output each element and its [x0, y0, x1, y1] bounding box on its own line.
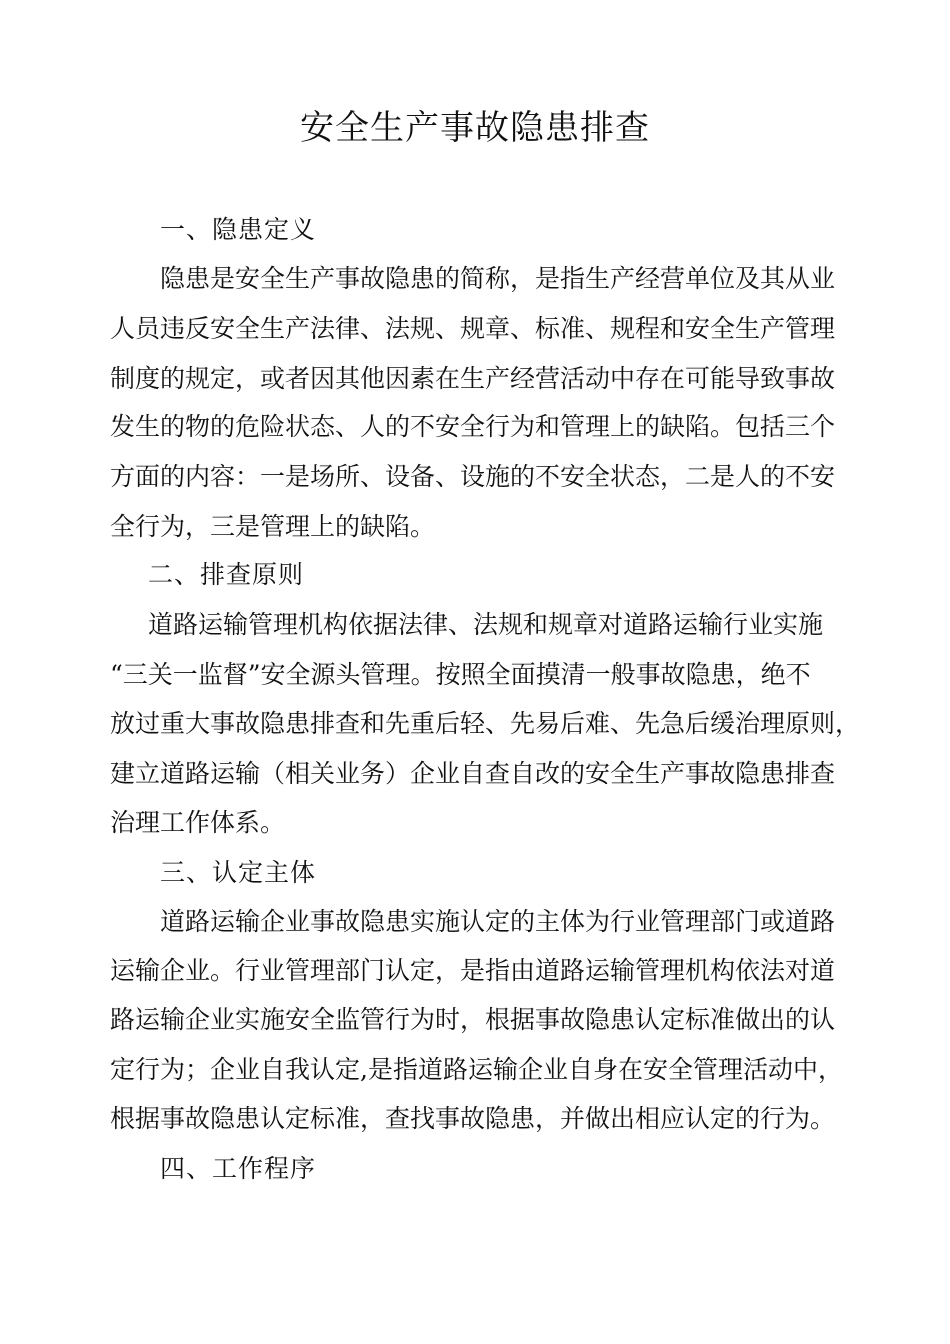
paragraph-line: 路运输企业实施安全监管行为时，根据事故隐患认定标准做出的认 [110, 1005, 836, 1034]
paragraph-line: 根据事故隐患认定标准，查找事故隐患，并做出相应认定的行为。 [110, 1104, 836, 1133]
document-title: 安全生产事故隐患排查 [300, 108, 650, 148]
paragraph-line: 制度的规定，或者因其他因素在生产经营活动中存在可能导致事故 [110, 364, 836, 393]
section-heading-procedure: 四、工作程序 [160, 1154, 317, 1183]
paragraph-line: 道路运输管理机构依据法律、法规和规章对道路运输行业实施 [148, 610, 824, 639]
paragraph-line: 隐患是安全生产事故隐患的简称，是指生产经营单位及其从业 [160, 264, 836, 293]
paragraph-line: 全行为，三是管理上的缺陷。 [110, 512, 436, 541]
section-heading-principles: 二、排查原则 [148, 560, 305, 589]
paragraph-line: 建立道路运输（相关业务）企业自查自改的安全生产事故隐患排查 [110, 759, 836, 788]
paragraph-line: 定行为；企业自我认定,是指道路运输企业自身在安全管理活动中， [110, 1055, 843, 1084]
paragraph-line: 放过重大事故隐患排查和先重后轻、先易后难、先急后缓治理原则， [110, 709, 861, 738]
paragraph-line: “三关一监督”安全源头管理。按照全面摸清一般事故隐患，绝不 [110, 660, 811, 689]
paragraph-line: 运输企业。行业管理部门认定，是指由道路运输管理机构依法对道 [110, 956, 836, 985]
paragraph-line: 发生的物的危险状态、人的不安全行为和管理上的缺陷。包括三个 [110, 412, 836, 441]
paragraph-line: 道路运输企业事故隐患实施认定的主体为行业管理部门或道路 [160, 907, 836, 936]
section-heading-definition: 一、隐患定义 [160, 215, 317, 244]
paragraph-line: 方面的内容：一是场所、设备、设施的不安全状态，二是人的不安 [110, 462, 836, 491]
paragraph-line: 人员违反安全生产法律、法规、规章、标准、规程和安全生产管理 [110, 314, 836, 343]
paragraph-line: 治理工作体系。 [110, 808, 286, 837]
section-heading-subject: 三、认定主体 [160, 858, 317, 887]
